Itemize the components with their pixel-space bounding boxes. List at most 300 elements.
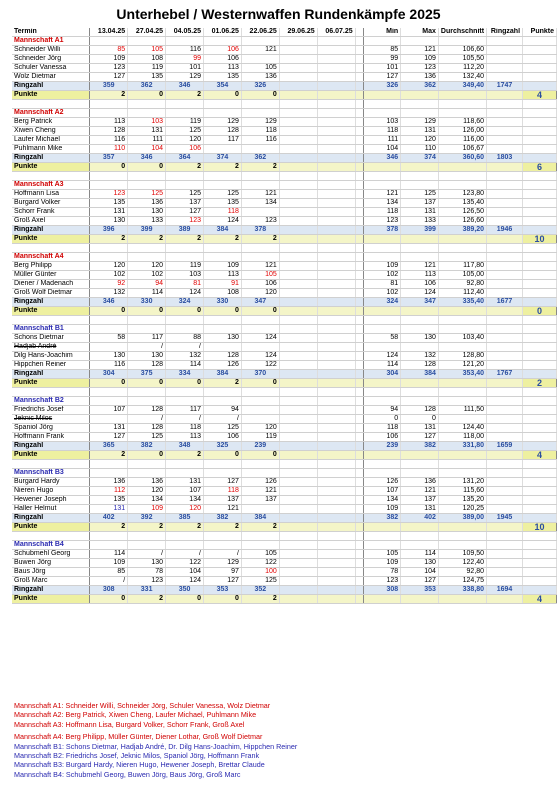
separator <box>355 118 363 127</box>
legend-line: Mannschaft A1: Schneider Willi, Schneider Jörg, Schuler Vanessa, Wolz Dietmar <box>14 701 271 710</box>
score-cell <box>279 46 317 55</box>
shooter-name: Groß Wolf Dietmar <box>12 289 90 298</box>
empty-cell <box>128 100 166 109</box>
score-cell <box>279 415 317 424</box>
empty-cell <box>128 460 166 469</box>
empty-cell <box>203 532 241 541</box>
header-date: 29.06.25 <box>279 28 317 37</box>
score-cell: 121 <box>241 190 279 199</box>
score-cell <box>279 64 317 73</box>
average-value: 109,50 <box>438 550 486 559</box>
ringzahl-value: 346 <box>128 154 166 163</box>
shooter-name: Schorr Frank <box>12 208 90 217</box>
points-value: 0 <box>203 307 241 316</box>
shooter-row <box>12 550 557 559</box>
score-cell: 107 <box>90 406 128 415</box>
spacer-row <box>12 532 557 541</box>
score-cell <box>317 559 355 568</box>
shooter-row <box>12 136 557 145</box>
max-value: 137 <box>401 496 439 505</box>
ringzahl-min: 378 <box>363 226 401 235</box>
score-cell: 121 <box>241 262 279 271</box>
team-name: Mannschaft A3 <box>12 181 90 190</box>
score-cell <box>317 262 355 271</box>
empty-cell <box>363 541 401 550</box>
score-cell: 130 <box>90 352 128 361</box>
ringzahl-row <box>12 154 557 163</box>
empty-cell <box>241 397 279 406</box>
empty-cell <box>487 91 523 100</box>
score-cell: 78 <box>128 568 166 577</box>
score-cell: 124 <box>241 352 279 361</box>
header-min: Min <box>363 28 401 37</box>
separator <box>355 136 363 145</box>
average-value: 135,40 <box>438 199 486 208</box>
empty-cell <box>523 316 557 325</box>
score-cell <box>279 73 317 82</box>
min-value: 123 <box>363 217 401 226</box>
empty-cell <box>438 469 486 478</box>
empty-cell <box>438 253 486 262</box>
empty-cell <box>523 271 557 280</box>
shooter-row <box>12 289 557 298</box>
points-label: Punkte <box>12 595 90 604</box>
empty-cell <box>523 190 557 199</box>
separator <box>355 28 363 37</box>
empty-cell <box>523 442 557 451</box>
min-value <box>363 343 401 352</box>
score-cell: 118 <box>203 208 241 217</box>
results-table <box>12 28 557 604</box>
empty-cell <box>487 127 523 136</box>
score-cell: 125 <box>241 577 279 586</box>
points-value: 2 <box>90 235 128 244</box>
score-cell <box>317 361 355 370</box>
legend-line: Mannschaft B4: Schubmehl Georg, Buwen Jörg, Baus Jörg, Groß Marc <box>14 769 241 779</box>
separator <box>355 307 363 316</box>
header-date: 22.06.25 <box>241 28 279 37</box>
empty-cell <box>523 73 557 82</box>
shooter-name: Burgard Volker <box>12 199 90 208</box>
empty-cell <box>166 460 204 469</box>
score-cell: 123 <box>128 577 166 586</box>
empty-cell <box>12 172 90 181</box>
empty-cell <box>487 496 523 505</box>
max-value: 128 <box>401 361 439 370</box>
separator <box>355 595 363 604</box>
score-cell <box>317 127 355 136</box>
shooter-row <box>12 577 557 586</box>
shooter-row <box>12 478 557 487</box>
shooter-name: Puhlmann Mike <box>12 145 90 154</box>
empty-cell <box>317 181 355 190</box>
min-value: 109 <box>363 262 401 271</box>
empty-cell <box>401 172 439 181</box>
score-cell <box>279 496 317 505</box>
empty-cell <box>279 460 317 469</box>
empty-cell <box>487 190 523 199</box>
score-cell: 128 <box>128 406 166 415</box>
empty-cell <box>317 469 355 478</box>
points-value: 0 <box>203 595 241 604</box>
score-cell <box>317 280 355 289</box>
empty-cell <box>363 316 401 325</box>
points-value <box>279 523 317 532</box>
empty-cell <box>523 370 557 379</box>
score-cell <box>317 334 355 343</box>
empty-cell <box>12 388 90 397</box>
empty-cell <box>523 280 557 289</box>
empty-cell <box>203 37 241 46</box>
ringzahl-value: 330 <box>128 298 166 307</box>
max-value: 121 <box>401 262 439 271</box>
score-cell: 137 <box>241 496 279 505</box>
score-cell: 124 <box>166 577 204 586</box>
empty-cell <box>487 325 523 334</box>
empty-cell <box>401 595 439 604</box>
ringzahl-value: 399 <box>128 226 166 235</box>
empty-cell <box>90 37 128 46</box>
empty-cell <box>401 181 439 190</box>
ringzahl-value <box>317 298 355 307</box>
empty-cell <box>363 235 401 244</box>
ringzahl-total: 1694 <box>487 586 523 595</box>
empty-cell <box>355 244 363 253</box>
empty-cell <box>523 118 557 127</box>
average-value: 128,80 <box>438 352 486 361</box>
empty-cell <box>487 109 523 118</box>
score-cell: 134 <box>128 496 166 505</box>
average-value: 120,25 <box>438 505 486 514</box>
empty-cell <box>128 109 166 118</box>
empty-cell <box>128 469 166 478</box>
max-value: 131 <box>401 505 439 514</box>
empty-cell <box>487 172 523 181</box>
score-cell: 120 <box>241 424 279 433</box>
max-value: 131 <box>401 127 439 136</box>
score-cell <box>317 118 355 127</box>
separator <box>355 514 363 523</box>
empty-cell <box>438 379 486 388</box>
empty-cell <box>487 55 523 64</box>
empty-cell <box>487 541 523 550</box>
empty-cell <box>487 280 523 289</box>
score-cell <box>317 46 355 55</box>
score-cell: 88 <box>166 334 204 343</box>
separator <box>355 442 363 451</box>
shooter-row <box>12 334 557 343</box>
empty-cell <box>401 523 439 532</box>
points-row <box>12 523 557 532</box>
min-value: 102 <box>363 289 401 298</box>
empty-cell <box>523 100 557 109</box>
empty-cell <box>90 532 128 541</box>
shooter-row <box>12 271 557 280</box>
score-cell <box>317 487 355 496</box>
min-value: 0 <box>363 415 401 424</box>
score-cell <box>317 73 355 82</box>
score-cell: 130 <box>90 217 128 226</box>
score-cell <box>317 352 355 361</box>
separator <box>355 406 363 415</box>
average-value <box>438 343 486 352</box>
empty-cell <box>487 244 523 253</box>
empty-cell <box>438 109 486 118</box>
max-value: 110 <box>401 145 439 154</box>
empty-cell <box>401 460 439 469</box>
score-cell <box>317 190 355 199</box>
shooter-row <box>12 415 557 424</box>
team-header-row <box>12 37 557 46</box>
min-value: 109 <box>363 559 401 568</box>
empty-cell <box>279 541 317 550</box>
separator <box>355 55 363 64</box>
empty-cell <box>166 109 204 118</box>
min-value: 124 <box>363 352 401 361</box>
score-cell: 120 <box>90 262 128 271</box>
score-cell <box>279 568 317 577</box>
ringzahl-average: 349,40 <box>438 82 486 91</box>
ringzahl-value: 362 <box>241 154 279 163</box>
shooter-name: Jeknic Milos <box>12 415 90 424</box>
ringzahl-label: Ringzahl <box>12 586 90 595</box>
empty-cell <box>523 109 557 118</box>
header-ringzahl: Ringzahl <box>487 28 523 37</box>
score-cell <box>279 559 317 568</box>
score-cell: 85 <box>90 568 128 577</box>
max-value: 137 <box>401 199 439 208</box>
empty-cell <box>90 100 128 109</box>
empty-cell <box>317 172 355 181</box>
min-value: 127 <box>363 73 401 82</box>
max-value: 136 <box>401 73 439 82</box>
points-label: Punkte <box>12 235 90 244</box>
empty-cell <box>401 235 439 244</box>
score-cell: 130 <box>128 352 166 361</box>
shooter-row <box>12 568 557 577</box>
empty-cell <box>438 307 486 316</box>
points-row <box>12 163 557 172</box>
empty-cell <box>241 316 279 325</box>
empty-cell <box>355 172 363 181</box>
header-punkte: Punkte <box>523 28 557 37</box>
points-value <box>279 379 317 388</box>
empty-cell <box>355 397 363 406</box>
score-cell: 135 <box>128 73 166 82</box>
score-cell: 106 <box>203 55 241 64</box>
empty-cell <box>438 451 486 460</box>
empty-cell <box>363 244 401 253</box>
score-cell: 131 <box>90 424 128 433</box>
score-cell: 113 <box>203 271 241 280</box>
empty-cell <box>487 145 523 154</box>
score-cell <box>317 433 355 442</box>
score-cell: 106 <box>241 280 279 289</box>
shooter-name: Dilg Hans-Joachim <box>12 352 90 361</box>
empty-cell <box>317 253 355 262</box>
empty-cell <box>90 316 128 325</box>
score-cell: 104 <box>128 145 166 154</box>
points-row <box>12 235 557 244</box>
empty-cell <box>523 577 557 586</box>
average-value: 105,50 <box>438 55 486 64</box>
empty-cell <box>438 388 486 397</box>
score-cell: 114 <box>90 550 128 559</box>
score-cell: 131 <box>128 127 166 136</box>
empty-cell <box>203 460 241 469</box>
header-date: 06.07.25 <box>317 28 355 37</box>
score-cell: 128 <box>128 424 166 433</box>
empty-cell <box>438 397 486 406</box>
points-label: Punkte <box>12 163 90 172</box>
ringzahl-value: 334 <box>166 370 204 379</box>
empty-cell <box>487 352 523 361</box>
empty-cell <box>279 388 317 397</box>
score-cell: 120 <box>128 487 166 496</box>
separator <box>355 568 363 577</box>
points-value: 2 <box>166 163 204 172</box>
separator <box>355 271 363 280</box>
score-cell: 117 <box>128 334 166 343</box>
score-cell <box>317 271 355 280</box>
empty-cell <box>438 235 486 244</box>
shooter-name: Haller Helmut <box>12 505 90 514</box>
empty-cell <box>487 136 523 145</box>
empty-cell <box>355 109 363 118</box>
empty-cell <box>128 37 166 46</box>
empty-cell <box>523 298 557 307</box>
empty-cell <box>90 388 128 397</box>
max-value: 121 <box>401 487 439 496</box>
ringzahl-max: 399 <box>401 226 439 235</box>
separator <box>355 73 363 82</box>
ringzahl-value: 382 <box>203 514 241 523</box>
shooter-row <box>12 118 557 127</box>
empty-cell <box>355 37 363 46</box>
points-value: 2 <box>166 451 204 460</box>
empty-cell <box>523 208 557 217</box>
ringzahl-total: 1946 <box>487 226 523 235</box>
shooter-name: Schuler Vanessa <box>12 64 90 73</box>
empty-cell <box>363 523 401 532</box>
score-cell: 134 <box>166 496 204 505</box>
empty-cell <box>166 397 204 406</box>
empty-cell <box>317 541 355 550</box>
separator <box>355 199 363 208</box>
score-cell <box>317 55 355 64</box>
empty-cell <box>12 316 90 325</box>
ringzahl-average: 389,00 <box>438 514 486 523</box>
empty-cell <box>438 172 486 181</box>
total-points: 4 <box>523 595 557 604</box>
score-cell <box>279 217 317 226</box>
empty-cell <box>487 406 523 415</box>
points-value: 0 <box>128 91 166 100</box>
score-cell: 136 <box>128 199 166 208</box>
empty-cell <box>317 100 355 109</box>
empty-cell <box>523 496 557 505</box>
shooter-name: Laufer Michael <box>12 136 90 145</box>
points-value: 0 <box>203 91 241 100</box>
points-value: 0 <box>90 307 128 316</box>
ringzahl-value: 384 <box>203 370 241 379</box>
empty-cell <box>363 109 401 118</box>
empty-cell <box>279 469 317 478</box>
shooter-row <box>12 73 557 82</box>
score-cell: 131 <box>90 505 128 514</box>
max-value: 132 <box>401 352 439 361</box>
score-cell <box>317 550 355 559</box>
points-value: 2 <box>203 379 241 388</box>
points-value: 2 <box>90 451 128 460</box>
points-value: 0 <box>166 379 204 388</box>
points-value: 2 <box>128 523 166 532</box>
ringzahl-row <box>12 442 557 451</box>
empty-cell <box>487 316 523 325</box>
ringzahl-max: 347 <box>401 298 439 307</box>
empty-cell <box>487 307 523 316</box>
ringzahl-value <box>279 442 317 451</box>
empty-cell <box>241 109 279 118</box>
empty-cell <box>363 100 401 109</box>
score-cell: / <box>166 550 204 559</box>
average-value: 105,00 <box>438 271 486 280</box>
shooter-row <box>12 406 557 415</box>
separator <box>355 550 363 559</box>
score-cell: 120 <box>241 289 279 298</box>
empty-cell <box>203 388 241 397</box>
shooter-row <box>12 424 557 433</box>
ringzahl-row <box>12 586 557 595</box>
separator <box>355 487 363 496</box>
empty-cell <box>90 109 128 118</box>
ringzahl-value: 370 <box>241 370 279 379</box>
points-label: Punkte <box>12 307 90 316</box>
empty-cell <box>355 532 363 541</box>
average-value: 126,00 <box>438 127 486 136</box>
shooter-name: Buwen Jörg <box>12 559 90 568</box>
empty-cell <box>523 406 557 415</box>
empty-cell <box>523 172 557 181</box>
empty-cell <box>363 532 401 541</box>
average-value: 116,00 <box>438 136 486 145</box>
score-cell <box>90 343 128 352</box>
empty-cell <box>279 100 317 109</box>
score-cell: 110 <box>90 145 128 154</box>
header-date: 27.04.25 <box>128 28 166 37</box>
empty-cell <box>363 388 401 397</box>
team-header-row <box>12 325 557 334</box>
empty-cell <box>241 100 279 109</box>
separator <box>355 424 363 433</box>
max-value: 121 <box>401 46 439 55</box>
score-cell: 127 <box>90 73 128 82</box>
average-value: 106,60 <box>438 46 486 55</box>
ringzahl-max: 382 <box>401 442 439 451</box>
max-value: 130 <box>401 334 439 343</box>
shooter-row <box>12 190 557 199</box>
empty-cell <box>166 469 204 478</box>
ringzahl-row <box>12 82 557 91</box>
shooter-row <box>12 199 557 208</box>
empty-cell <box>487 253 523 262</box>
score-cell: 128 <box>90 127 128 136</box>
score-cell <box>279 118 317 127</box>
ringzahl-label: Ringzahl <box>12 514 90 523</box>
score-cell <box>241 406 279 415</box>
empty-cell <box>128 325 166 334</box>
ringzahl-total: 1677 <box>487 298 523 307</box>
